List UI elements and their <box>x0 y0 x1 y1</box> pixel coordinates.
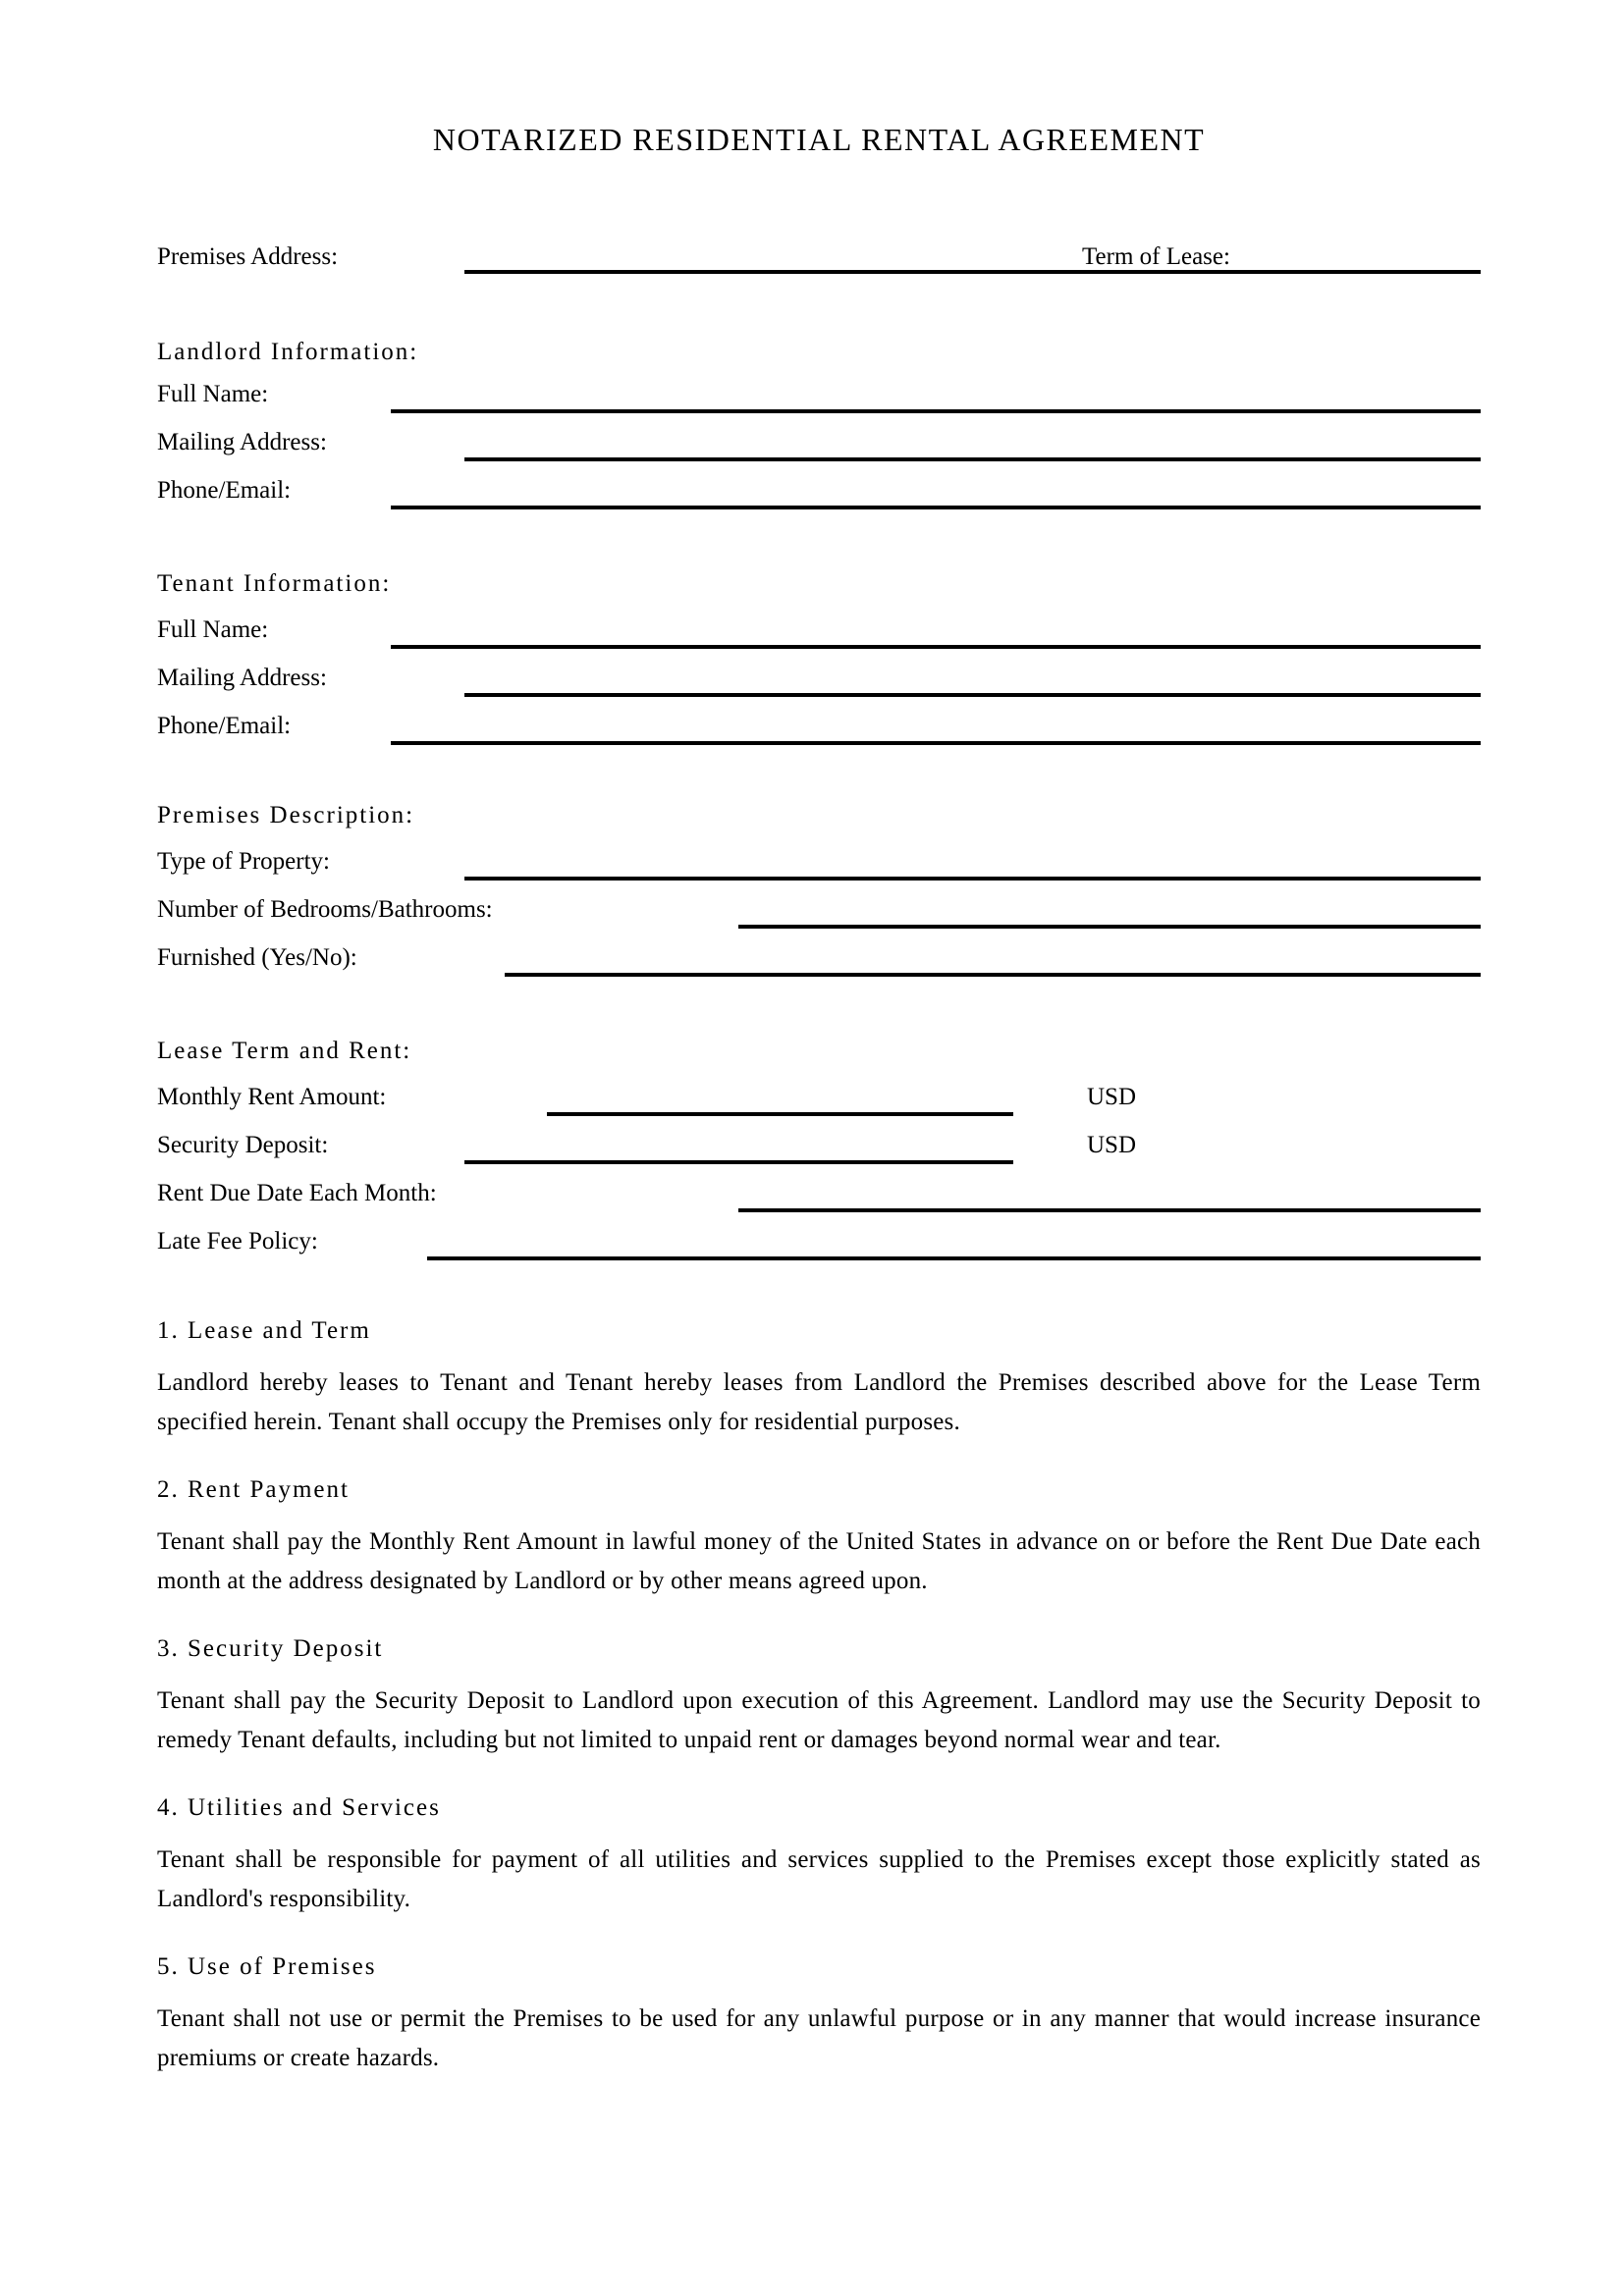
landlord-section-heading: Landlord Information: <box>157 339 419 365</box>
tenant-full-name-blank[interactable] <box>391 645 1481 649</box>
tenant-mailing-address-label: Mailing Address: <box>157 665 327 691</box>
landlord-full-name-label: Full Name: <box>157 381 269 407</box>
tenant-section-heading: Tenant Information: <box>157 570 392 597</box>
late-fee-policy-row <box>157 1228 1481 1276</box>
premises-address-row <box>157 243 1481 277</box>
tenant-phone-email-blank[interactable] <box>391 741 1481 745</box>
security-deposit-label: Security Deposit: <box>157 1132 329 1158</box>
landlord-mailing-address-row <box>157 429 1481 477</box>
bedrooms-bathrooms-row <box>157 896 1481 944</box>
lease-term-rent-heading: Lease Term and Rent: <box>157 1038 412 1064</box>
premises-address-label: Premises Address: <box>157 243 339 270</box>
landlord-full-name-blank[interactable] <box>391 409 1481 413</box>
clause-5-heading: 5. Use of Premises <box>157 1953 377 1980</box>
landlord-mailing-address-blank[interactable] <box>464 457 1481 461</box>
tenant-phone-email-row <box>157 713 1481 761</box>
monthly-rent-row <box>157 1084 1481 1132</box>
clause-4-body: Tenant shall be responsible for payment of all utilities and services supplied to the Premises except those explicitly stated as Landlord's responsibility. <box>157 1846 1481 1912</box>
late-fee-policy-label: Late Fee Policy: <box>157 1228 318 1255</box>
tenant-full-name-row <box>157 616 1481 665</box>
tenant-full-name-label: Full Name: <box>157 616 269 643</box>
monthly-rent-currency-label: USD <box>1087 1084 1137 1110</box>
premises-description-heading: Premises Description: <box>157 802 415 828</box>
clause-lease-and-term <box>157 1316 1481 1442</box>
rent-due-date-blank[interactable] <box>738 1208 1481 1212</box>
furnished-row <box>157 944 1481 992</box>
landlord-phone-email-label: Phone/Email: <box>157 477 292 504</box>
monthly-rent-blank[interactable] <box>547 1112 1013 1116</box>
type-of-property-row <box>157 848 1481 896</box>
type-of-property-blank[interactable] <box>464 877 1481 881</box>
clause-rent-payment <box>157 1475 1481 1601</box>
premises-address-blank[interactable] <box>464 270 1481 274</box>
clause-5-body: Tenant shall not use or permit the Premises to be used for any unlawful purpose or in any manner that would increase insurance premiums or create hazards. <box>157 2005 1481 2071</box>
landlord-phone-email-blank[interactable] <box>391 506 1481 509</box>
type-of-property-label: Type of Property: <box>157 848 330 875</box>
tenant-phone-email-label: Phone/Email: <box>157 713 292 739</box>
rent-due-date-label: Rent Due Date Each Month: <box>157 1180 437 1206</box>
furnished-label: Furnished (Yes/No): <box>157 944 357 971</box>
clause-1-heading: 1. Lease and Term <box>157 1317 371 1344</box>
tenant-mailing-address-blank[interactable] <box>464 693 1481 697</box>
clause-utilities-services <box>157 1793 1481 1919</box>
clause-2-heading: 2. Rent Payment <box>157 1476 350 1503</box>
bedrooms-bathrooms-blank[interactable] <box>738 925 1481 929</box>
landlord-mailing-address-label: Mailing Address: <box>157 429 327 455</box>
landlord-full-name-row <box>157 381 1481 429</box>
tenant-mailing-address-row <box>157 665 1481 713</box>
clause-3-heading: 3. Security Deposit <box>157 1635 384 1662</box>
late-fee-policy-blank[interactable] <box>427 1256 1481 1260</box>
security-deposit-row <box>157 1132 1481 1180</box>
clause-use-of-premises <box>157 1952 1481 2078</box>
clause-2-body: Tenant shall pay the Monthly Rent Amount in lawful money of the United States in advance on or before the Rent Due Date each month at the address designated by Landlord or by other means agreed upon. <box>157 1528 1481 1594</box>
document-title: NOTARIZED RESIDENTIAL RENTAL AGREEMENT <box>432 122 1206 157</box>
term-of-lease-label: Term of Lease: <box>1082 243 1230 270</box>
rent-due-date-row <box>157 1180 1481 1228</box>
furnished-blank[interactable] <box>505 973 1481 977</box>
clause-security-deposit <box>157 1634 1481 1760</box>
clause-3-body: Tenant shall pay the Security Deposit to Landlord upon execution of this Agreement. Landlord may use the Security Deposit to remedy Tenant defaults, including but not limited to unpaid rent or damages beyond normal wear and tear. <box>157 1687 1481 1753</box>
security-deposit-blank[interactable] <box>464 1160 1013 1164</box>
monthly-rent-label: Monthly Rent Amount: <box>157 1084 387 1110</box>
landlord-phone-email-row <box>157 477 1481 525</box>
clause-1-body: Landlord hereby leases to Tenant and Tenant hereby leases from Landlord the Premises described above for the Lease Term specified herein. Tenant shall occupy the Premises only for residential purposes. <box>157 1369 1481 1435</box>
clause-4-heading: 4. Utilities and Services <box>157 1794 441 1821</box>
security-deposit-currency-label: USD <box>1087 1132 1137 1158</box>
bedrooms-bathrooms-label: Number of Bedrooms/Bathrooms: <box>157 896 493 923</box>
